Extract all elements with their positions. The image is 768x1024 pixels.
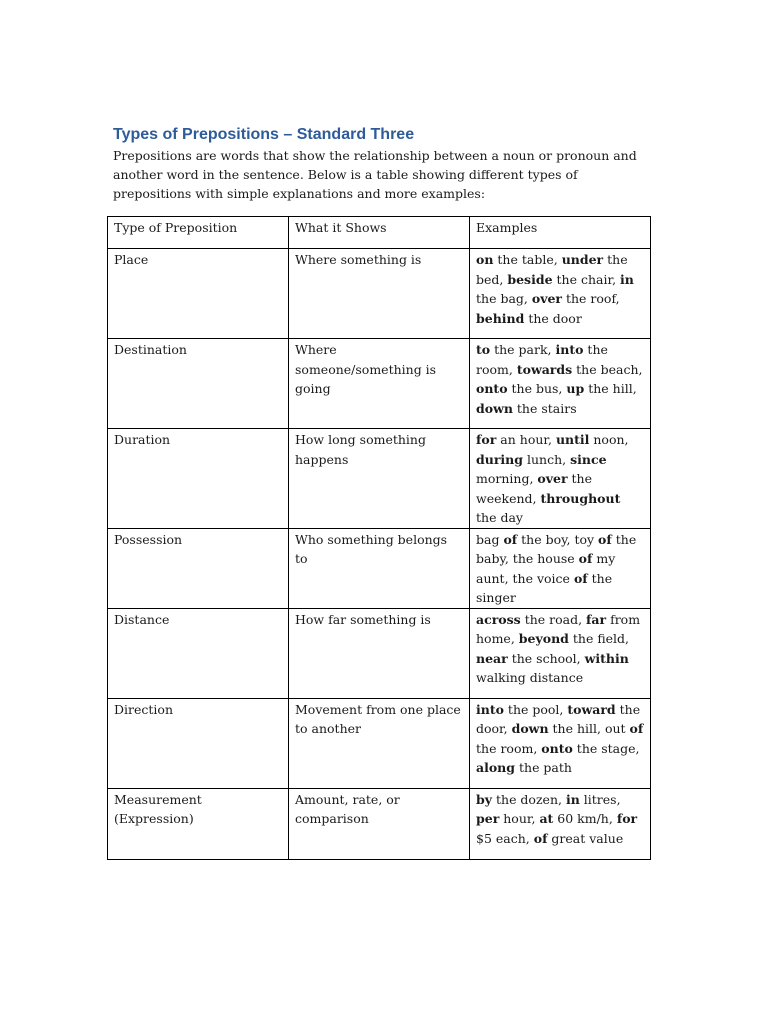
preposition-word: near <box>476 650 508 666</box>
preposition-word: in <box>620 271 634 287</box>
preposition-word: into <box>476 701 504 717</box>
preposition-word: within <box>584 650 629 666</box>
preposition-word: over <box>531 291 562 306</box>
preposition-word: beside <box>507 271 553 287</box>
preposition-word: on <box>476 252 494 267</box>
shows-cell: How far something is <box>289 608 470 698</box>
type-cell: Destination <box>108 339 289 429</box>
preposition-word: onto <box>476 381 508 396</box>
preposition-word: in <box>565 791 580 807</box>
shows-cell: Amount, rate, or comparison <box>289 788 470 859</box>
table-row <box>108 698 651 788</box>
examples-cell: bag of the boy, toy of the baby, the house of my aunt, the voice of the singer <box>470 528 651 608</box>
preposition-word: up <box>566 381 585 396</box>
preposition-word: at <box>539 811 554 826</box>
preposition-word: under <box>561 252 604 267</box>
table-row <box>108 429 651 529</box>
examples-cell: to the park, into the room, towards the beach, onto the bus, up the hill, down the stairs <box>470 339 651 429</box>
table-row <box>108 249 651 339</box>
preposition-word: across <box>476 611 521 627</box>
header-what-it-shows: What it Shows <box>289 217 470 249</box>
preposition-word: of <box>598 531 612 547</box>
type-cell: Possession <box>108 528 289 608</box>
preposition-word: throughout <box>540 490 621 506</box>
table-row <box>108 528 651 608</box>
prepositions-table <box>107 216 651 860</box>
preposition-word: into <box>555 342 584 357</box>
preposition-word: by <box>476 791 493 807</box>
header-type: Type of Preposition <box>108 217 289 249</box>
examples-cell: across the road, far from home, beyond the field, near the school, within walking distance <box>470 608 651 698</box>
preposition-word: for <box>476 432 497 447</box>
shows-cell: Movement from one place to another <box>289 698 470 788</box>
preposition-word: until <box>555 432 590 447</box>
header-examples: Examples <box>470 217 651 249</box>
preposition-word: along <box>476 760 516 775</box>
type-cell: Place <box>108 249 289 339</box>
preposition-word: of <box>533 830 548 846</box>
shows-cell: How long something happens <box>289 429 470 529</box>
preposition-word: far <box>586 611 607 627</box>
intro-paragraph: Prepositions are words that show the relationship between a noun or pronoun and another word in the sentence. Below is a table showing different types of prepositions with simple explanations and more examples: <box>113 148 637 201</box>
table-row <box>108 788 651 859</box>
type-cell: Measurement (Expression) <box>108 788 289 859</box>
preposition-word: of <box>503 531 518 547</box>
shows-cell: Where something is <box>289 249 470 339</box>
preposition-word: during <box>476 451 523 467</box>
preposition-word: over <box>537 471 568 486</box>
examples-cell: on the table, under the bed, beside the chair, in the bag, over the roof, behind the door <box>470 249 651 339</box>
document-title: Types of Prepositions – Standard Three <box>113 126 415 143</box>
table-header-row <box>108 217 651 249</box>
preposition-word: of <box>629 721 644 736</box>
preposition-word: to <box>476 342 491 357</box>
preposition-word: towards <box>516 361 573 377</box>
examples-cell: by the dozen, in litres, per hour, at 60 km/h, for $5 each, of great value <box>470 788 651 859</box>
preposition-word: toward <box>567 701 616 717</box>
examples-cell: for an hour, until noon, during lunch, since morning, over the weekend, throughout the day <box>470 429 651 529</box>
type-cell: Direction <box>108 698 289 788</box>
preposition-word: onto <box>541 740 573 756</box>
preposition-word: of <box>573 570 588 586</box>
preposition-word: down <box>511 721 549 736</box>
preposition-word: of <box>578 551 593 566</box>
preposition-word: beyond <box>518 631 569 646</box>
table-row <box>108 608 651 698</box>
preposition-word: for <box>616 811 638 826</box>
preposition-word: since <box>570 451 607 467</box>
type-cell: Duration <box>108 429 289 529</box>
examples-cell: into the pool, toward the door, down the hill, out of the room, onto the stage, along the path <box>470 698 651 788</box>
preposition-word: behind <box>476 310 525 326</box>
shows-cell: Where someone/something is going <box>289 339 470 429</box>
shows-cell: Who something belongs to <box>289 528 470 608</box>
type-cell: Distance <box>108 608 289 698</box>
preposition-word: down <box>476 400 513 416</box>
preposition-word: per <box>476 811 500 826</box>
table-row <box>108 339 651 429</box>
